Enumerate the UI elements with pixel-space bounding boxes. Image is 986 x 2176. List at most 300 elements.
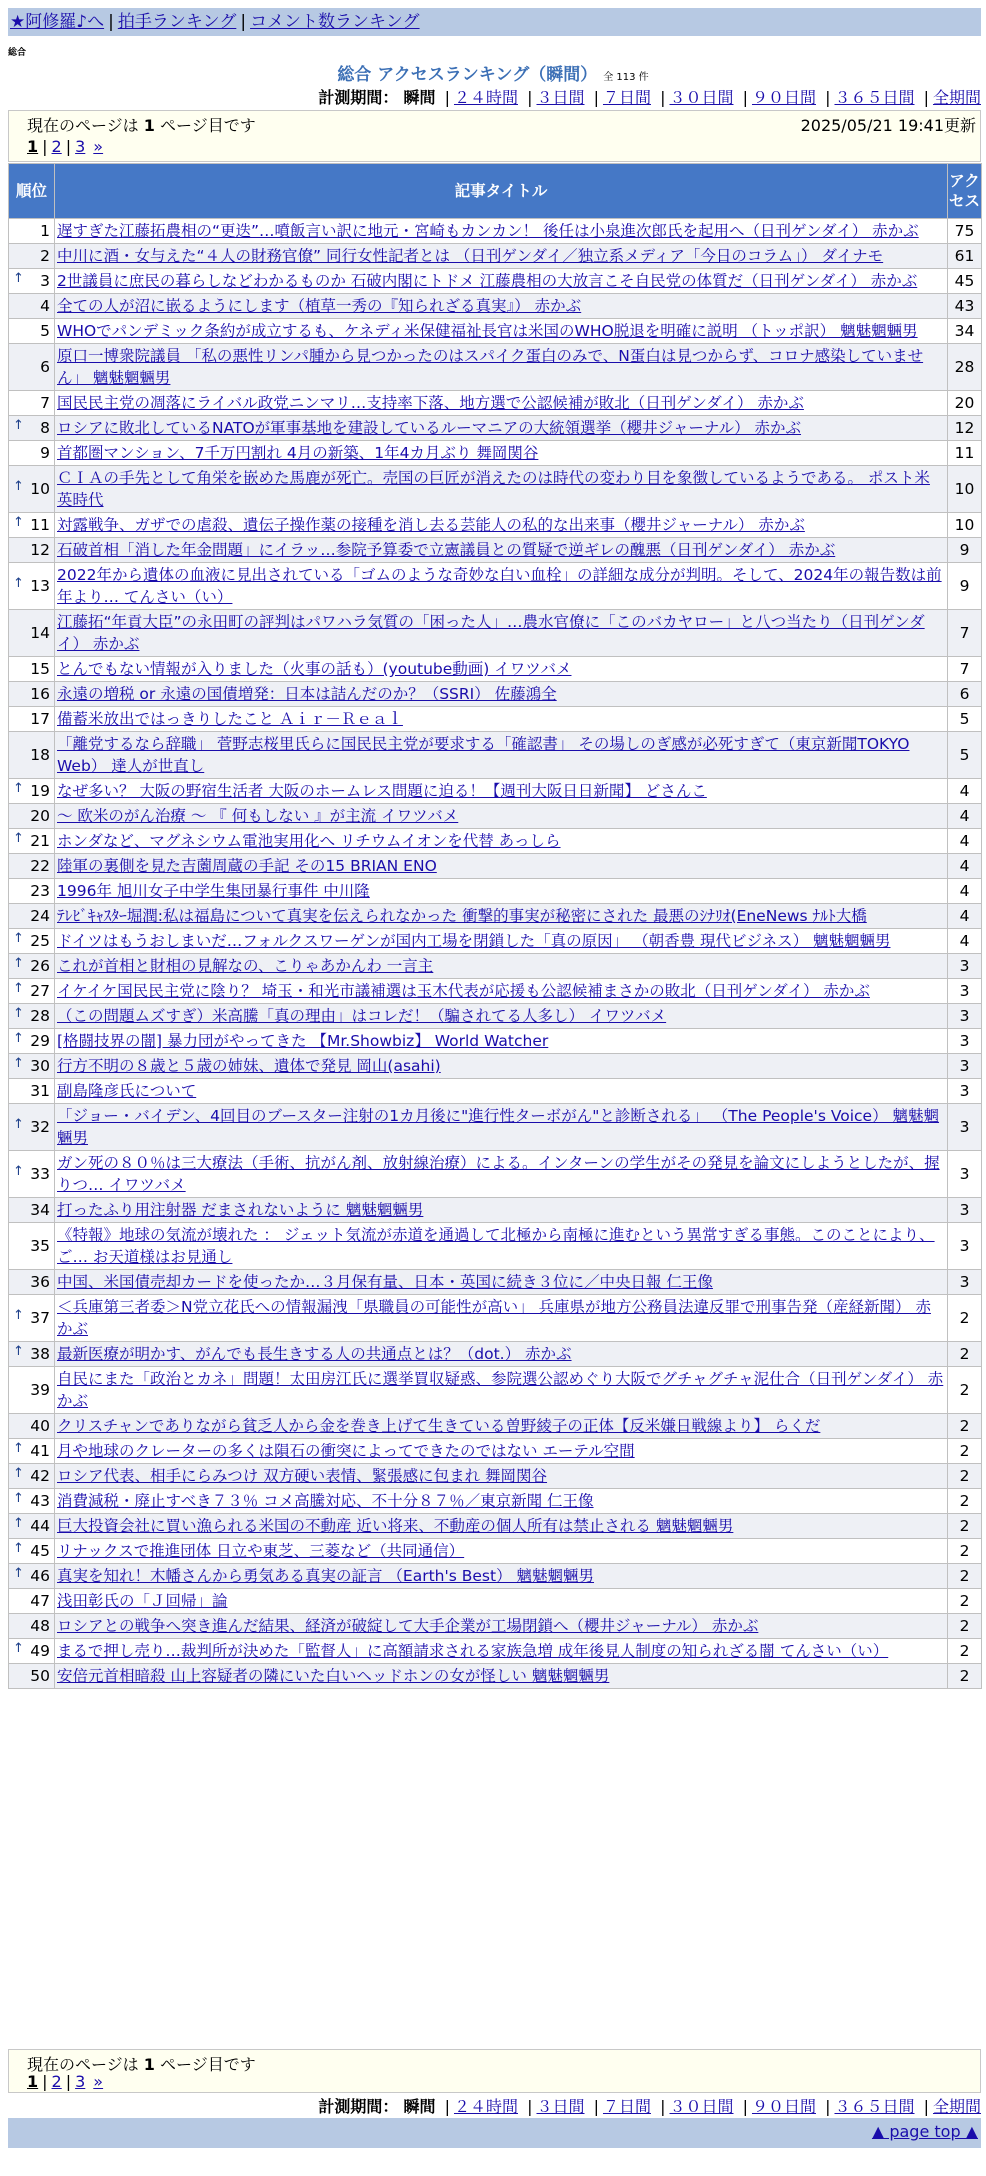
article-link[interactable]: 江藤拓“年貢大臣”の永田町の評判はパワハラ気質の「困った人」…農水官僚に「このバカヤロー」と八つ当たり（日刊ゲンダイ） 赤かぶ [57,613,925,653]
ranking-table-body [9,219,982,1689]
rank-up-arrow-icon: ↑ [13,1491,24,1506]
title-cell [55,929,948,954]
article-link[interactable]: 全ての人が沼に嵌るようにします（植草一秀の『知られざる真実』） 赤かぶ [57,297,582,315]
access-count: 2 [948,1514,982,1539]
rank-up-arrow-icon: ↑ [13,1541,24,1556]
article-link[interactable]: 備蓄米放出ではっきりしたこと Ａｉｒ－Ｒｅａｌ [57,710,403,728]
article-link[interactable]: ロシアとの戦争へ突き進んだ結果、経済が破綻して大手企業が工場閉鎖へ（櫻井ジャーナル） 赤かぶ [57,1617,759,1635]
rank-number: 22 [30,857,50,875]
rank-cell [9,1367,55,1414]
rank-cell [9,1270,55,1295]
page-link-3[interactable]: 3 [75,137,86,156]
rank-number: 49 [30,1642,50,1660]
title-cell [55,1539,948,1564]
rank-up-arrow-icon: ↑ [13,1056,24,1071]
title-cell [55,391,948,416]
pagination-bottom: 1 | 2 | 3 » [27,2072,104,2091]
period-link-30d[interactable]: ３０日間 [669,2097,734,2116]
rank-cell [9,344,55,391]
rank-number: 9 [40,444,50,462]
table-header-row [9,164,982,219]
table-row [9,1004,982,1029]
table-row [9,1198,982,1223]
rank-cell [9,1104,55,1151]
rank-number: 36 [30,1273,50,1291]
rank-number: 11 [30,516,50,534]
pagination-top: 1 | 2 | 3 » [27,137,104,156]
article-link[interactable]: WHOでパンデミック条約が成立するも、ケネディ米保健福祉長官は米国のWHO脱退を明確に説明 （トッポ訳） 魑魅魍魎男 [57,322,918,340]
title-cell [55,707,948,732]
rank-cell [9,269,55,294]
rank-number: 37 [30,1309,50,1327]
access-count: 2 [948,1367,982,1414]
rank-up-arrow-icon: ↑ [13,1006,24,1021]
rank-number: 15 [30,660,50,678]
nav-link-asyura[interactable]: ★阿修羅♪へ [10,12,105,32]
rank-up-arrow-icon: ↑ [13,956,24,971]
access-count: 4 [948,804,982,829]
title-cell [55,441,948,466]
rank-number: 26 [30,957,50,975]
page-link-next[interactable]: » [93,137,104,156]
rank-cell [9,1295,55,1342]
rank-number: 4 [40,297,50,315]
period-link-3d[interactable]: ３日間 [536,88,585,107]
period-link-24h[interactable]: ２４時間 [453,88,518,107]
period-link-all[interactable]: 全期間 [932,88,981,107]
table-row [9,1414,982,1439]
rank-number: 14 [30,624,50,642]
article-link[interactable]: イケイケ国民民主党に陰り？ 埼玉・和光市議補選は玉木代表が応援も公認候補まさかの敗北（日刊ゲンダイ） 赤かぶ [57,982,870,1000]
rank-number: 17 [30,710,50,728]
period-current: 瞬間 [403,88,436,107]
page-top-link[interactable]: ▲ page top ▲ [871,2122,978,2141]
rank-cell [9,929,55,954]
period-link-30d[interactable]: ３０日間 [669,88,734,107]
access-count: 4 [948,929,982,954]
access-count: 45 [948,269,982,294]
title-cell [55,732,948,779]
table-row [9,779,982,804]
rank-up-arrow-icon: ↑ [13,1031,24,1046]
article-link[interactable]: 自民にまた「政治とカネ」問題！太田房江氏に選挙買収疑惑、参院選公認めぐり大阪でグチャグチャ泥仕合（日刊ゲンダイ） 赤かぶ [57,1370,944,1410]
rank-up-arrow-icon: ↑ [13,1566,24,1581]
article-link[interactable]: 1996年 旭川女子中学生集団暴行事件 中川隆 [57,882,370,900]
article-link[interactable]: 《特報》地球の気流が壊れた ： ジェット気流が赤道を通過して北極から南極に進むという異常すぎる事態。このことにより、ご… お天道様はお見通し [57,1226,935,1266]
article-link[interactable]: ＜兵庫第三者委＞N党立花氏への情報漏洩「県職員の可能性が高い」 兵庫県が地方公務員法違反罪で刑事告発（産経新聞） 赤かぶ [57,1298,931,1338]
title-cell [55,657,948,682]
title-cell [55,1514,948,1539]
page-info-prefix: 現在のページは [27,116,139,135]
period-link-90d[interactable]: ９０日間 [751,2097,816,2116]
rank-cell [9,829,55,854]
access-count: 10 [948,513,982,538]
table-row [9,1367,982,1414]
rank-number: 40 [30,1417,50,1435]
article-link[interactable]: ホンダなど、マグネシウム電池実用化へ リチウムイオンを代替 あっしら [57,832,561,850]
article-link[interactable]: ～ 欧米のがん治療 ～ 『 何もしない 』が主流 イワツバメ [57,807,459,825]
access-count: 3 [948,954,982,979]
header-rank: 順位 [9,164,55,219]
rank-up-arrow-icon: ↑ [13,1466,24,1481]
period-link-7d[interactable]: ７日間 [602,2097,651,2116]
page-current: 1 [27,137,39,156]
nav-link-comment-ranking[interactable]: コメント数ランキング [250,12,420,32]
article-link[interactable]: 原口一博衆院議員 「私の悪性リンパ腫から見つかったのはスパイク蛋白のみで、N蛋白は見つからず、コロナ感染していません」 魑魅魍魎男 [57,347,924,387]
access-count: 11 [948,441,982,466]
rank-number: 41 [30,1442,50,1460]
page-info-suffix: ページ目です [160,116,256,135]
rank-number: 21 [30,832,50,850]
title-cell [55,829,948,854]
rank-cell [9,319,55,344]
article-link[interactable]: 最新医療が明かす、がんでも長生きする人の共通点とは？（dot.） 赤かぶ [57,1345,572,1363]
access-count: 75 [948,219,982,244]
period-selector-bottom: 計測期間： 瞬間 | ２４時間 | ３日間 | ７日間 | ３０日間 | ９０日間 | ３６５日間 | 全期間 [318,2097,981,2116]
header-title: 記事タイトル [55,164,948,219]
rank-number: 27 [30,982,50,1000]
title-cell [55,1104,948,1151]
table-row [9,1564,982,1589]
period-selector-top: 計測期間： 瞬間 | ２４時間 | ３日間 | ７日間 | ３０日間 | ９０日間 | ３６５日間 | 全期間 [318,88,981,107]
access-count: 3 [948,1198,982,1223]
period-link-7d[interactable]: ７日間 [602,88,651,107]
rank-cell [9,1342,55,1367]
table-row [9,979,982,1004]
rank-cell [9,657,55,682]
title-cell [55,1489,948,1514]
rank-cell [9,979,55,1004]
access-count: 9 [948,563,982,610]
table-row [9,1464,982,1489]
access-count: 7 [948,610,982,657]
access-count: 5 [948,707,982,732]
rank-number: 44 [30,1517,50,1535]
rank-number: 28 [30,1007,50,1025]
rank-cell [9,707,55,732]
article-link[interactable]: 「ジョー・バイデン、4回目のブースター注射の1カ月後に"進行性ターボがん"と診断される」 （The People's Voice） 魑魅魍魎男 [57,1107,940,1147]
article-link[interactable]: ドイツはもうおしまいだ…フォルクスワーゲンが国内工場を閉鎖した「真の原因」 （朝香豊 現代ビジネス） 魑魅魍魎男 [57,932,891,950]
bottom-bar [8,2118,981,2148]
title-cell [55,1054,948,1079]
article-link[interactable]: 陸軍の裏側を見た吉薗周蔵の手記 その15 BRIAN ENO [57,857,437,875]
rank-up-arrow-icon: ↑ [13,1308,24,1323]
period-link-all[interactable]: 全期間 [932,2097,981,2116]
article-link[interactable]: 浅田彰氏の「Ｊ回帰」論 [57,1592,228,1610]
page-info-suffix: ページ目です [160,2055,256,2074]
rank-up-arrow-icon: ↑ [13,931,24,946]
access-count: 61 [948,244,982,269]
title-cell [55,879,948,904]
rank-cell [9,954,55,979]
article-link[interactable]: ﾃﾚﾋﾞｷｬｽﾀｰ堀潤:私は福島について真実を伝えられなかった 衝撃的事実が秘密にされた 最悪のｼﾅﾘｵ(EneNews ﾅﾙﾄ大橋 [57,907,867,925]
title-cell [55,416,948,441]
access-count: 5 [948,732,982,779]
title-cell [55,1295,948,1342]
rank-cell [9,1223,55,1270]
access-count: 2 [948,1439,982,1464]
access-count: 2 [948,1414,982,1439]
table-row [9,1514,982,1539]
rank-up-arrow-icon: ↑ [13,981,24,996]
access-count: 4 [948,904,982,929]
rank-number: 48 [30,1617,50,1635]
rank-cell [9,610,55,657]
table-row [9,1664,982,1689]
article-link[interactable]: リナックスで推進団体 日立や東芝、三菱など（共同通信） [57,1542,465,1560]
rank-up-arrow-icon: ↑ [13,576,24,591]
rank-cell [9,1639,55,1664]
table-row [9,294,982,319]
period-link-90d[interactable]: ９０日間 [751,88,816,107]
period-link-365d[interactable]: ３６５日間 [834,2097,915,2116]
article-link[interactable]: 2世議員に庶民の暮らしなどわかるものか 石破内閣にトドメ 江藤農相の大放言こそ自民党の体質だ（日刊ゲンダイ） 赤かぶ [57,272,918,290]
rank-cell [9,879,55,904]
title-cell [55,904,948,929]
rank-number: 16 [30,685,50,703]
page-link-3[interactable]: 3 [75,2072,86,2091]
article-link[interactable]: 安倍元首相暗殺 山上容疑者の隣にいた白いヘッドホンの女が怪しい 魑魅魍魎男 [57,1667,610,1685]
access-count: 3 [948,1270,982,1295]
title-cell [55,1439,948,1464]
rank-cell [9,682,55,707]
article-link[interactable]: （この問題ムズすぎ）米高騰「真の理由」はコレだ！（騙されてる人多し） イワツバメ [57,1007,667,1025]
rank-cell [9,1054,55,1079]
table-row [9,466,982,513]
rank-up-arrow-icon: ↑ [13,1164,24,1179]
access-count: 43 [948,294,982,319]
access-count: 2 [948,1614,982,1639]
table-row [9,1489,982,1514]
table-row [9,1439,982,1464]
rank-number: 13 [30,577,50,595]
rank-number: 2 [40,247,50,265]
article-link[interactable]: 首都圏マンション、7千万円割れ 4月の新築、1年4カ月ぶり 舞岡関谷 [57,444,539,462]
rank-cell [9,1029,55,1054]
title-cell [55,538,948,563]
rank-cell [9,1589,55,1614]
table-row [9,854,982,879]
table-row [9,879,982,904]
article-link[interactable]: 打ったふり用注射器 だまされないように 魑魅魍魎男 [57,1201,424,1219]
period-label: 計測期間： [318,2097,399,2116]
rank-cell [9,244,55,269]
article-link[interactable]: とんでもない情報が入りました（火事の話も）(youtube動画) イワツバメ [57,660,572,678]
rank-cell [9,391,55,416]
table-row [9,1104,982,1151]
article-link[interactable]: 行方不明の８歳と５歳の姉妹、遺体で発見 岡山(asahi) [57,1057,441,1075]
title-cell [55,1564,948,1589]
rank-number: 50 [30,1667,50,1685]
page-info-prefix: 現在のページは [27,2055,139,2074]
table-row [9,244,982,269]
rank-up-arrow-icon: ↑ [13,1441,24,1456]
title-cell [55,1029,948,1054]
rank-cell [9,1464,55,1489]
table-row [9,1539,982,1564]
table-row [9,441,982,466]
access-count: 2 [948,1295,982,1342]
title-cell [55,319,948,344]
rank-number: 29 [30,1032,50,1050]
period-link-3d[interactable]: ３日間 [536,2097,585,2116]
rank-cell [9,1539,55,1564]
article-link[interactable]: ロシアに敗北しているNATOが軍事基地を建設しているルーマニアの大統領選挙（櫻井ジャーナル） 赤かぶ [57,419,802,437]
rank-number: 32 [30,1118,50,1136]
rank-number: 18 [30,746,50,764]
article-link[interactable]: 石破首相「消した年金問題」にイラッ…参院予算委で立憲議員との質疑で逆ギレの醜悪（日刊ゲンダイ） 赤かぶ [57,541,836,559]
table-row [9,344,982,391]
title-cell [55,854,948,879]
table-row [9,391,982,416]
rank-cell [9,1564,55,1589]
period-link-24h[interactable]: ２４時間 [453,2097,518,2116]
rank-up-arrow-icon: ↑ [13,1516,24,1531]
article-link[interactable]: 遅すぎた江藤拓農相の“更迭”…噴飯言い訳に地元・宮崎もカンカン！ 後任は小泉進次郎氏を起用へ（日刊ゲンダイ） 赤かぶ [57,222,919,240]
table-row [9,1639,982,1664]
table-row [9,1295,982,1342]
title-cell [55,682,948,707]
title-cell [55,1414,948,1439]
rank-cell [9,1198,55,1223]
table-row [9,804,982,829]
rank-cell [9,441,55,466]
title-cell [55,563,948,610]
title-cell [55,1198,948,1223]
title-cell [55,804,948,829]
rank-number: 3 [40,272,50,290]
title-cell [55,344,948,391]
rank-cell [9,804,55,829]
rank-number: 25 [30,932,50,950]
nav-link-applause-ranking[interactable]: 拍手ランキング [117,12,237,32]
title-cell [55,1664,948,1689]
rank-cell [9,1004,55,1029]
rank-cell [9,538,55,563]
rank-up-arrow-icon: ↑ [13,1641,24,1656]
article-link[interactable]: 国民民主党の凋落にライバル政党ニンマリ…支持率下落、地方選で公認候補が敗北（日刊ゲンダイ） 赤かぶ [57,394,804,412]
rank-number: 47 [30,1592,50,1610]
access-count: 34 [948,319,982,344]
table-row [9,1151,982,1198]
rank-up-arrow-icon: ↑ [13,479,24,494]
rank-cell [9,732,55,779]
article-link[interactable]: 巨大投資会社に買い漁られる米国の不動産 近い将来、不動産の個人所有は禁止される 魑魅魍魎男 [57,1517,734,1535]
article-link[interactable]: なぜ多い？ 大阪の野宿生活者 大阪のホームレス問題に迫る！【週刊大阪日日新聞】 どさんこ [57,782,707,800]
table-row [9,610,982,657]
table-row [9,904,982,929]
article-link[interactable]: ロシア代表、相手にらみつけ 双方硬い表情、緊張感に包まれ 舞岡関谷 [57,1467,548,1485]
title-cell [55,1614,948,1639]
rank-number: 5 [40,322,50,340]
rank-number: 23 [30,882,50,900]
article-link[interactable]: ＣＩＡの手先として角栄を嵌めた馬鹿が死亡。売国の巨匠が消えたのは時代の変わり目を象徴しているようである。 ポスト米英時代 [57,469,930,509]
access-count: 3 [948,1054,982,1079]
title-cell [55,1589,948,1614]
rank-number: 1 [40,222,50,240]
title-cell [55,1223,948,1270]
rank-number: 12 [30,541,50,559]
total-count: 全 113 件 [603,72,649,83]
article-link[interactable]: 月や地球のクレーターの多くは隕石の衝突によってできたのではない エーテル空間 [57,1442,635,1460]
page-link-next[interactable]: » [93,2072,104,2091]
rank-number: 35 [30,1237,50,1255]
article-link[interactable]: 消費減税・廃止すべき７３％ コメ高騰対応、不十分８７％／東京新聞 仁王像 [57,1492,594,1510]
article-link[interactable]: 「離党するなら辞職」 菅野志桜里氏らに国民民主党が要求する「確認書」 その場しのぎ感が必死すぎて（東京新聞TOKYO Web） 達人が世直し [57,735,910,775]
table-row [9,682,982,707]
article-link[interactable]: 対露戦争、ガザでの虐殺、遺伝子操作薬の接種を消し去る芸能人の私的な出来事（櫻井ジャーナル） 赤かぶ [57,516,805,534]
article-link[interactable]: 永遠の増税 or 永遠の国債増発：日本は詰んだのか？（SSRI） 佐藤鴻全 [57,685,557,703]
page-title [0,60,986,85]
rank-number: 20 [30,807,50,825]
rank-cell [9,854,55,879]
page-link-2[interactable]: 2 [51,2072,62,2091]
title-cell [55,244,948,269]
access-count: 3 [948,1151,982,1198]
ranking-title: 総合 アクセスランキング（瞬間） [337,65,598,85]
ranking-table [8,163,982,1689]
rank-cell [9,1614,55,1639]
table-row [9,954,982,979]
rank-cell [9,1079,55,1104]
table-row [9,1589,982,1614]
article-link[interactable]: 真実を知れ！木幡さんから勇気ある真実の証言 （Earth's Best） 魑魅魍魎男 [57,1567,595,1585]
article-link[interactable]: 中国、米国債売却カードを使ったか…３月保有量、日本・英国に続き３位に／中央日報 仁王像 [57,1273,713,1291]
rank-number: 34 [30,1201,50,1219]
article-link[interactable]: 中川に酒・女与えた“４人の財務官僚” 同行女性記者とは （日刊ゲンダイ／独立系メディア「今日のコラム」） ダイナモ [57,247,884,265]
period-link-365d[interactable]: ３６５日間 [834,88,915,107]
period-label: 計測期間： [318,88,399,107]
rank-up-arrow-icon: ↑ [13,515,24,530]
title-cell [55,1004,948,1029]
table-row [9,1223,982,1270]
table-row [9,416,982,441]
rank-cell [9,1439,55,1464]
page-link-2[interactable]: 2 [51,137,62,156]
article-link[interactable]: 副島隆彦氏について [57,1082,197,1100]
rank-number: 38 [30,1345,50,1363]
article-link[interactable]: まるで押し売り…裁判所が決めた「監督人」に高額請求される家族急増 成年後見人制度の知られざる闇 てんさい（い） [57,1642,889,1660]
article-link[interactable]: 2022年から遺体の血液に見出されている「ゴムのような奇妙な白い血栓」の詳細な成分が判明。そして、2024年の報告数は前年より… てんさい（い） [57,566,942,606]
article-link[interactable]: ガン死の８０％は三大療法（手術、抗がん剤、放射線治療）による。インターンの学生がその発見を論文にしようとしたが、握りつ… イワツバメ [57,1154,940,1194]
article-link[interactable]: [格闘技界の闇] 暴力団がやってきた 【Mr.Showbiz】 World Watcher [57,1032,549,1050]
title-cell [55,1342,948,1367]
title-cell [55,1079,948,1104]
rank-number: 31 [30,1082,50,1100]
title-cell [55,269,948,294]
rank-cell [9,466,55,513]
access-count: 3 [948,1004,982,1029]
access-count: 3 [948,1223,982,1270]
article-link[interactable]: これが首相と財相の見解なの、こりゃあかんわ 一言主 [57,957,434,975]
title-cell [55,779,948,804]
category-label: 総合 [8,48,27,58]
rank-number: 30 [30,1057,50,1075]
access-count: 28 [948,344,982,391]
table-row [9,1270,982,1295]
title-cell [55,1464,948,1489]
access-count: 10 [948,466,982,513]
article-link[interactable]: クリスチャンでありながら貧乏人から金を巻き上げて生きている曽野綾子の正体【反米嫌日戦線より】 らくだ [57,1417,821,1435]
access-count: 3 [948,1104,982,1151]
title-cell [55,954,948,979]
access-count: 3 [948,1029,982,1054]
rank-cell [9,219,55,244]
table-row [9,1029,982,1054]
access-count: 3 [948,1079,982,1104]
rank-number: 45 [30,1542,50,1560]
rank-number: 24 [30,907,50,925]
